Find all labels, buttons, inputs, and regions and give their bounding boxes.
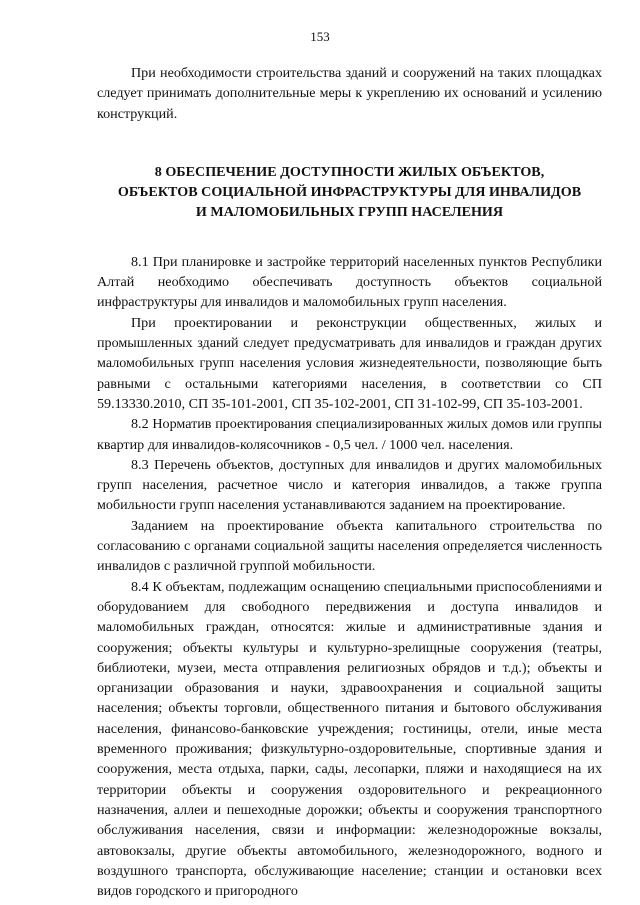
intro-paragraph: При необходимости строительства зданий и сооружений на таких площадках следует принимать дополнительные меры к укреплению их оснований и усилению конструкций.: [97, 65, 602, 122]
heading-line: И МАЛОМОБИЛЬНЫХ ГРУПП НАСЕЛЕНИЯ: [195, 203, 504, 220]
page-content: [97, 63, 602, 901]
paragraph-8-3: 8.3 Перечень объектов, доступных для инвалидов и других маломобильных групп населения, расчетное число и категория инвалидов, а также группа мобильности групп населения устанавливаются заданием на проектирование.: [97, 456, 602, 514]
section-heading: [97, 162, 602, 222]
heading-line: 8 ОБЕСПЕЧЕНИЕ ДОСТУПНОСТИ ЖИЛЫХ ОБЪЕКТОВ,: [154, 163, 545, 180]
paragraph-8-2: 8.2 Норматив проектирования специализированных жилых домов или группы квартир для инвалидов-колясочников - 0,5 чел. / 1000 чел. населения.: [97, 416, 602, 453]
paragraph-8-4: 8.4 К объектам, подлежащим оснащению специальными приспособлениями и оборудованием для свободного передвижения и доступа инвалидов и маломобильных граждан, относятся: жилые и административные здания и сооружения; объекты культуры и культурно-зрелищные сооружения (театры, библиотеки, музеи, места отправления религиозных обрядов и т.д.); объекты и организации образования и науки, здравоохранения и социальной защиты населения; объекты торговли, общественного питания и бытового обслуживания населения, финансово-банковские учреждения; гостиницы, отели, иные места временного проживания; физкультурно-оздоровительные, спортивные здания и сооружения, места отдыха, парки, сады, лесопарки, пляжи и находящиеся на их территории объекты и сооружения оздоровительного и рекреационного назначения, аллеи и пешеходные дорожки; объекты и сооружения транспортного обслуживания населения, связи и информации: железнодорожные вокзалы, автовокзалы, другие объекты автомобильного, железнодорожного, водного и воздушного транспорта, обслуживающие население; станции и остановки всех видов городского и пригородного: [97, 578, 602, 900]
page-number: 153: [310, 29, 330, 44]
paragraph-8-1: 8.1 При планировке и застройке территорий населенных пунктов Республики Алтай необходимо обеспечивать доступность объектов социальной инфраструктуры для инвалидов и маломобильных групп населения.: [97, 253, 602, 311]
paragraph-design-conditions: При проектировании и реконструкции общественных, жилых и промышленных зданий следует предусматривать для инвалидов и граждан других маломобильных групп населения условия жизнедеятельности, позволяющие быть равными с остальными категориями населения, в соответствии со СП 59.13330.2010, СП 35-101-2001, СП 35-102-2001, СП 31-102-99, СП 35-103-2001.: [97, 314, 602, 412]
heading-line: ОБЪЕКТОВ СОЦИАЛЬНОЙ ИНФРАСТРУКТУРЫ ДЛЯ ИНВАЛИДОВ: [117, 183, 582, 200]
paragraph-design-task: Заданием на проектирование объекта капитального строительства по согласованию с органами социальной защиты населения определяется численность инвалидов с различной группой мобильности.: [97, 517, 602, 575]
